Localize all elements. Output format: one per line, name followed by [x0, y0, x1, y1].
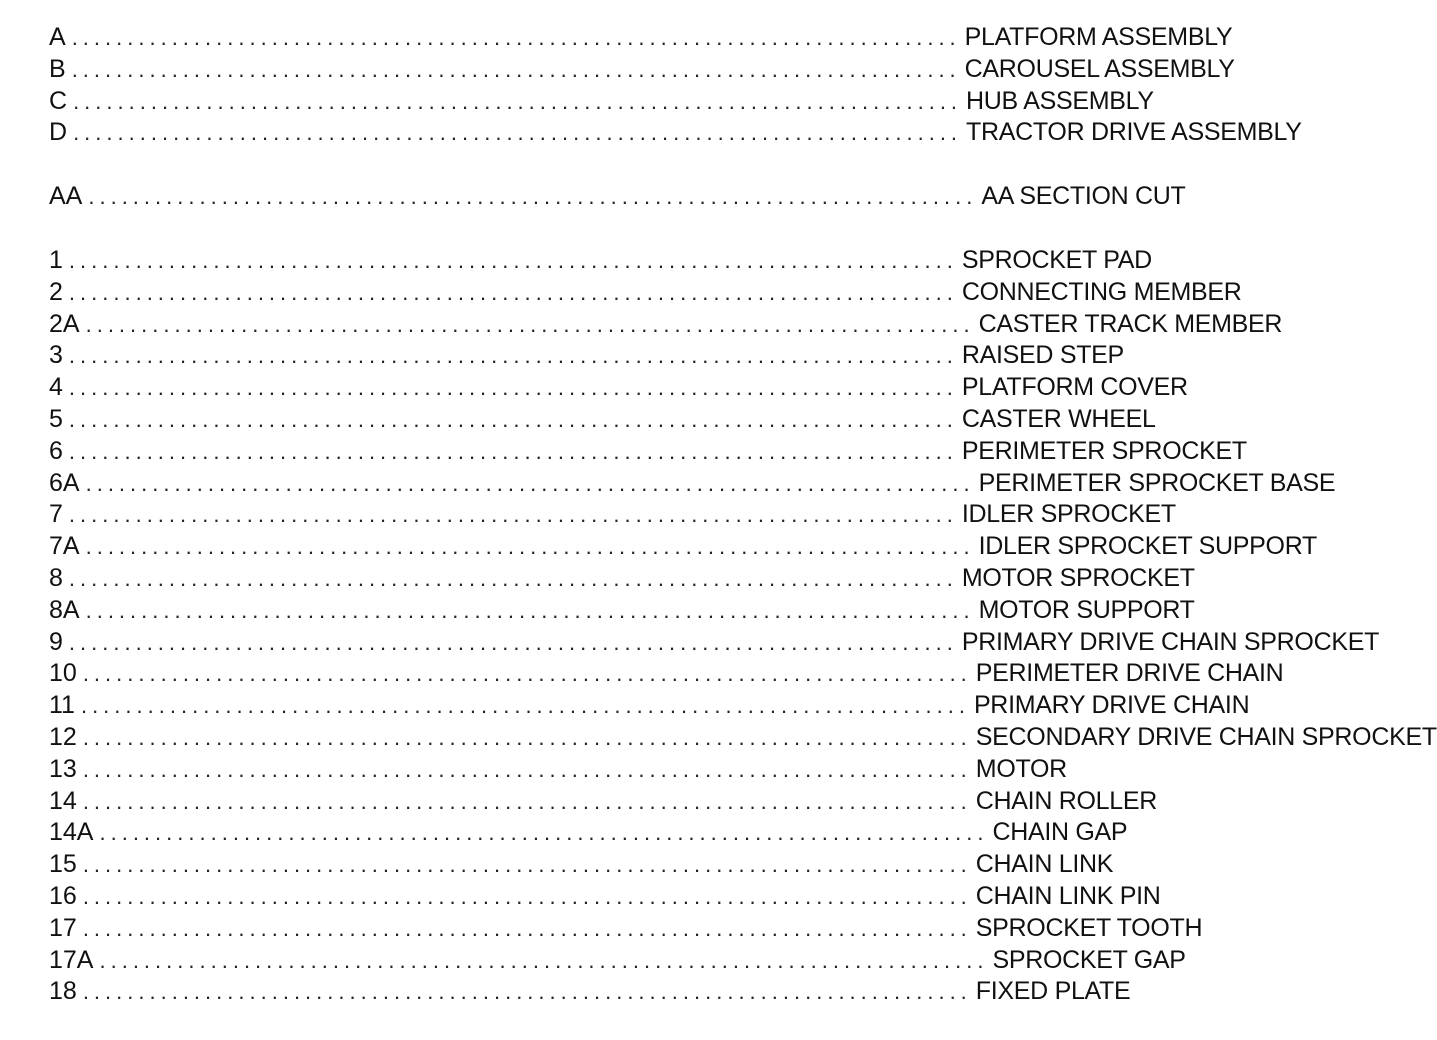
leader-dots: ................................................................................ [85, 597, 975, 623]
legend-entry [49, 277, 1242, 309]
entry-key: 2A [49, 309, 80, 338]
legend-entry [49, 404, 1156, 436]
leader-dots: ................................................................................ [99, 947, 989, 973]
entry-key: 14A [49, 818, 94, 847]
legend-entry [49, 913, 1203, 945]
entry-label: CAROUSEL ASSEMBLY [964, 54, 1235, 83]
assembly-group [49, 22, 1302, 149]
entry-label: PLATFORM COVER [961, 373, 1188, 402]
entry-label: AA SECTION CUT [981, 182, 1186, 211]
leader-dots: ................................................................................ [82, 661, 972, 687]
entry-key: 15 [49, 850, 77, 879]
legend-entry [49, 881, 1161, 913]
entry-label: SECONDARY DRIVE CHAIN SPROCKET [975, 722, 1437, 751]
entry-key: 4 [49, 373, 63, 402]
leader-dots: ................................................................................ [68, 279, 958, 305]
entry-key: 11 [49, 691, 75, 720]
entry-label: CASTER WHEEL [961, 404, 1156, 433]
legend-entry [49, 86, 1154, 118]
entry-key: 17A [49, 945, 94, 974]
legend-entry [49, 976, 1131, 1008]
entry-key: 8 [49, 563, 63, 592]
leader-dots: ................................................................................ [82, 724, 972, 750]
leader-dots: ................................................................................ [99, 820, 989, 846]
entry-label: IDLER SPROCKET [961, 500, 1176, 529]
leader-dots: ................................................................................ [73, 120, 963, 146]
entry-label: MOTOR SPROCKET [961, 563, 1195, 592]
entry-key: 9 [49, 627, 63, 656]
leader-dots: ................................................................................ [71, 25, 961, 50]
entry-label: SPROCKET TOOTH [975, 913, 1203, 942]
leader-dots: ................................................................................ [80, 693, 970, 719]
entry-key: 3 [49, 341, 63, 370]
entry-label: RAISED STEP [961, 341, 1124, 370]
entry-label: SPROCKET PAD [961, 245, 1152, 274]
entry-label: PERIMETER SPROCKET [961, 436, 1247, 465]
legend-entry [49, 372, 1188, 404]
entry-key: C [49, 86, 68, 115]
entry-label: FIXED PLATE [975, 977, 1131, 1006]
section-group [49, 181, 1186, 213]
legend-entry [49, 181, 1186, 213]
legend-entry [49, 117, 1302, 149]
entry-key: AA [49, 182, 83, 211]
entry-key: D [49, 118, 68, 147]
legend-entry [49, 563, 1195, 595]
leader-dots: ................................................................................ [68, 502, 958, 528]
legend-entry [49, 690, 1250, 722]
entry-label: HUB ASSEMBLY [966, 86, 1154, 115]
entry-key: 17 [49, 913, 77, 942]
legend-entry [49, 468, 1336, 500]
legend-entry [49, 340, 1124, 372]
entry-label: PLATFORM ASSEMBLY [964, 23, 1233, 51]
legend-entry [49, 754, 1067, 786]
entry-key: B [49, 54, 66, 83]
entry-label: CONNECTING MEMBER [961, 277, 1242, 306]
entry-label: PRIMARY DRIVE CHAIN SPROCKET [961, 627, 1380, 656]
entry-key: 1 [49, 245, 63, 274]
entry-label: MOTOR SUPPORT [978, 595, 1195, 624]
legend-entry [49, 817, 1128, 849]
component-group [49, 245, 1437, 1008]
entry-label: PRIMARY DRIVE CHAIN [973, 691, 1250, 720]
leader-dots: ................................................................................ [68, 375, 958, 401]
entry-label: CHAIN GAP [992, 818, 1128, 847]
entry-key: 13 [49, 754, 77, 783]
entry-key: 10 [49, 659, 77, 688]
entry-label: IDLER SPROCKET SUPPORT [978, 532, 1317, 561]
leader-dots: ................................................................................ [82, 852, 972, 878]
legend-entry [49, 531, 1317, 563]
entry-key: 8A [49, 595, 80, 624]
legend-entry [49, 849, 1114, 881]
entry-key: 16 [49, 881, 77, 910]
entry-label: TRACTOR DRIVE ASSEMBLY [966, 118, 1302, 147]
leader-dots: ................................................................................ [85, 311, 975, 337]
legend-entry [49, 54, 1235, 86]
leader-dots: ................................................................................ [68, 438, 958, 464]
leader-dots: ................................................................................ [85, 534, 975, 560]
entry-key: 7 [49, 500, 63, 529]
entry-key: 7A [49, 532, 80, 561]
legend-entry [49, 499, 1176, 531]
leader-dots: ................................................................................ [82, 756, 972, 782]
legend-entry [49, 627, 1380, 659]
legend-entry [49, 22, 1233, 54]
leader-dots: ................................................................................ [68, 343, 958, 369]
leader-dots: ................................................................................ [73, 88, 963, 114]
legend-entry [49, 595, 1195, 627]
reference-legend [49, 22, 1437, 1008]
entry-key: 6 [49, 436, 63, 465]
leader-dots: ................................................................................ [71, 56, 961, 82]
legend-entry [49, 245, 1152, 277]
leader-dots: ................................................................................ [82, 883, 972, 909]
leader-dots: ................................................................................ [68, 247, 958, 273]
leader-dots: ................................................................................ [82, 979, 972, 1005]
leader-dots: ................................................................................ [68, 406, 958, 432]
entry-key: A [49, 23, 66, 51]
entry-label: CHAIN LINK [975, 850, 1114, 879]
entry-key: 12 [49, 722, 77, 751]
leader-dots: ................................................................................ [82, 788, 972, 814]
legend-entry [49, 309, 1283, 341]
legend-entry [49, 786, 1157, 818]
entry-key: 2 [49, 277, 63, 306]
leader-dots: ................................................................................ [88, 184, 978, 210]
legend-entry [49, 945, 1186, 977]
legend-entry [49, 436, 1247, 468]
entry-key: 6A [49, 468, 80, 497]
leader-dots: ................................................................................ [68, 565, 958, 591]
leader-dots: ................................................................................ [68, 629, 958, 655]
entry-key: 18 [49, 977, 77, 1006]
legend-entry [49, 658, 1284, 690]
entry-label: MOTOR [975, 754, 1067, 783]
leader-dots: ................................................................................ [82, 915, 972, 941]
leader-dots: ................................................................................ [85, 470, 975, 496]
entry-label: CHAIN ROLLER [975, 786, 1157, 815]
entry-label: SPROCKET GAP [992, 945, 1186, 974]
entry-label: CHAIN LINK PIN [975, 881, 1161, 910]
entry-label: CASTER TRACK MEMBER [978, 309, 1283, 338]
entry-label: PERIMETER SPROCKET BASE [978, 468, 1336, 497]
entry-label: PERIMETER DRIVE CHAIN [975, 659, 1284, 688]
entry-key: 5 [49, 404, 63, 433]
entry-key: 14 [49, 786, 77, 815]
legend-entry [49, 722, 1437, 754]
